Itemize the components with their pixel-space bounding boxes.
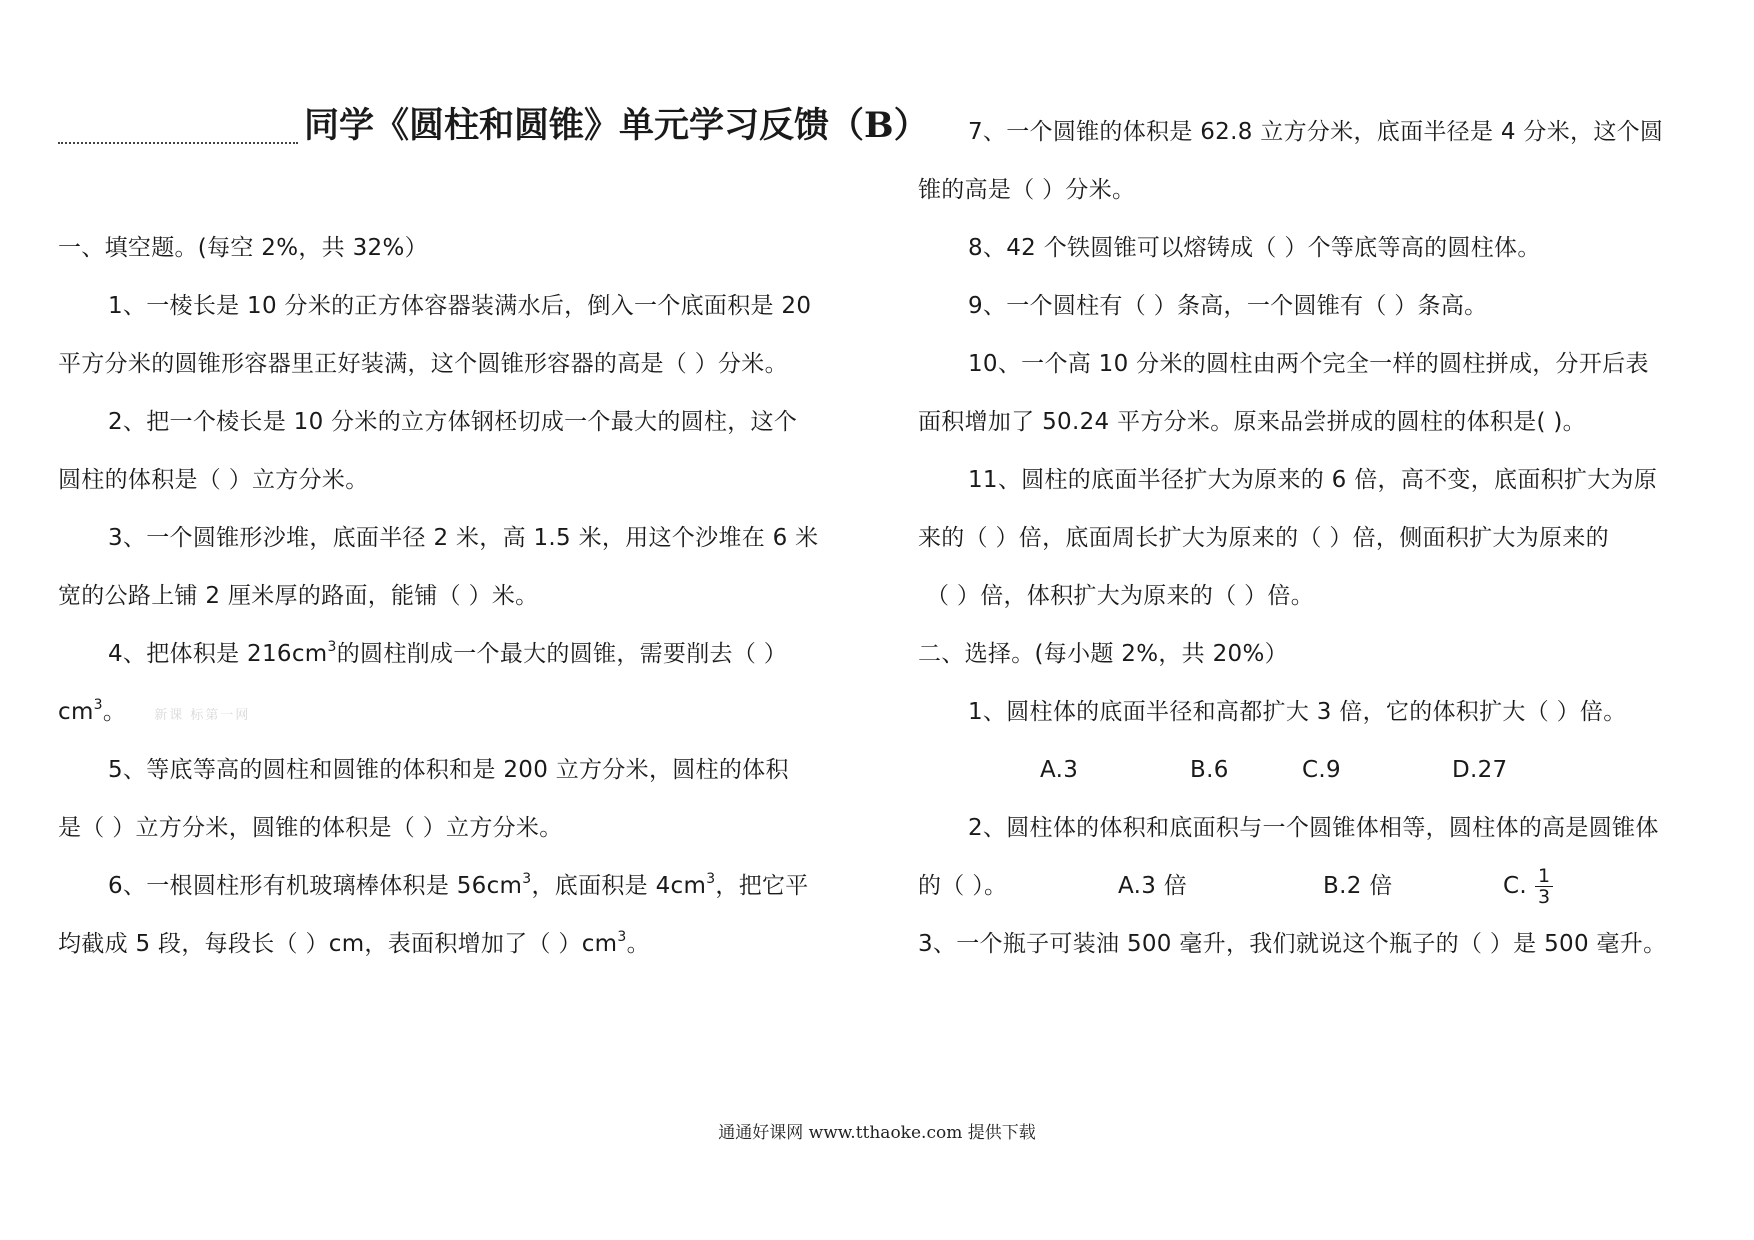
q11-line3: （ ）倍，体积扩大为原来的（ ）倍。 <box>926 583 1315 609</box>
q6-line1 <box>58 866 848 906</box>
q5-line2: 是（ ）立方分米，圆锥的体积是（ ）立方分米。 <box>58 815 563 841</box>
section1-heading: 一、填空题。(每空 2%，共 32%） <box>58 235 428 261</box>
choice-q1-options <box>918 750 1718 790</box>
q1-line2: 平方分米的圆锥形容器里正好装满，这个圆锥形容器的高是（ ）分米。 <box>58 351 788 377</box>
superscript-3: 3 <box>93 697 103 713</box>
choice-q3-line: 3、一个瓶子可装油 500 毫升，我们就说这个瓶子的（ ）是 500 毫升。 <box>918 931 1667 957</box>
q9-line: 9、一个圆柱有（ ）条高，一个圆锥有（ ）条高。 <box>968 293 1488 319</box>
q2-line2: 圆柱的体积是（ ）立方分米。 <box>58 467 369 493</box>
choice-q2-blank: 的（ ）。 <box>918 873 1008 899</box>
q4-text-b: 的圆柱削成一个最大的圆锥，需要削去（ ） <box>336 641 788 667</box>
q6-text-d: 均截成 5 段，每段长（ ）cm，表面积增加了（ ）cm <box>58 931 618 957</box>
q6-line2 <box>58 924 848 964</box>
footer-source: 通通好课网 www.tthaoke.com 提供下载 <box>718 1123 1036 1143</box>
section2-heading: 二、选择。(每小题 2%，共 20%） <box>918 641 1288 667</box>
option-d: D.27 <box>1452 757 1508 783</box>
q3-line1: 3、一个圆锥形沙堆，底面半径 2 米，高 1.5 米，用这个沙堆在 6 米 <box>108 525 819 551</box>
q10-line1: 10、一个高 10 分米的圆柱由两个完全一样的圆柱拼成，分开后表 <box>968 351 1649 377</box>
q3-line2: 宽的公路上铺 2 厘米厚的路面，能铺（ ）米。 <box>58 583 539 609</box>
option-b: B.6 <box>1190 757 1229 783</box>
page-title <box>58 98 929 154</box>
q4-unit: cm <box>58 699 94 725</box>
q11-line2: 来的（ ）倍，底面周长扩大为原来的（ ）倍，侧面积扩大为原来的 <box>918 525 1609 551</box>
option-c: C.9 <box>1302 757 1341 783</box>
option-a: A.3 倍 <box>1118 873 1188 899</box>
superscript-3: 3 <box>617 929 627 945</box>
q10-line2: 面积增加了 50.24 平方分米。原来品尝拼成的圆柱的体积是( )。 <box>918 409 1586 435</box>
q5-line1: 5、等底等高的圆柱和圆锥的体积和是 200 立方分米，圆柱的体积 <box>108 757 789 783</box>
q6-text-a: 6、一根圆柱形有机玻璃棒体积是 56cm <box>108 873 523 899</box>
q2-line1: 2、把一个棱长是 10 分米的立方体钢柸切成一个最大的圆柱，这个 <box>108 409 798 435</box>
q6-end: 。 <box>626 931 650 957</box>
q4-text-a: 4、把体积是 216cm <box>108 641 328 667</box>
q6-text-b: ，底面积是 4cm <box>531 873 707 899</box>
q11-line1: 11、圆柱的底面半径扩大为原来的 6 倍，高不变，底面积扩大为原 <box>968 467 1658 493</box>
option-a: A.3 <box>1040 757 1079 783</box>
q7-line1: 7、一个圆锥的体积是 62.8 立方分米，底面半径是 4 分米，这个圆 <box>968 119 1664 145</box>
q4-end: 。 <box>102 699 127 725</box>
choice-q1-line: 1、圆柱体的底面半径和高都扩大 3 倍，它的体积扩大（ ）倍。 <box>968 699 1627 725</box>
q7-line2: 锥的高是（ ）分米。 <box>918 177 1136 203</box>
q4-line1 <box>58 634 848 674</box>
q8-line: 8、42 个铁圆锥可以熔铸成（ ）个等底等高的圆柱体。 <box>968 235 1541 261</box>
superscript-3: 3 <box>706 871 716 887</box>
title-text: 同学《圆柱和圆锥》单元学习反馈（B） <box>304 105 929 146</box>
superscript-3: 3 <box>327 639 337 655</box>
q1-line1: 1、一棱长是 10 分米的正方体容器装满水后，倒入一个底面积是 20 <box>108 293 812 319</box>
name-blank-line <box>58 141 298 144</box>
fraction-denominator: 3 <box>1537 886 1551 908</box>
option-b: B.2 倍 <box>1323 873 1393 899</box>
fraction-numerator: 1 <box>1535 866 1553 887</box>
choice-q2-line2 <box>918 866 1718 918</box>
q4-line2 <box>58 692 848 732</box>
fraction-one-third <box>1535 866 1553 907</box>
superscript-3: 3 <box>522 871 532 887</box>
option-c: C. <box>1503 873 1527 899</box>
watermark-text: 新课 标第一网 <box>154 708 251 723</box>
q6-text-c: ，把它平 <box>715 873 809 899</box>
choice-q2-line1: 2、圆柱体的体积和底面积与一个圆锥体相等，圆柱体的高是圆锥体 <box>968 815 1659 841</box>
